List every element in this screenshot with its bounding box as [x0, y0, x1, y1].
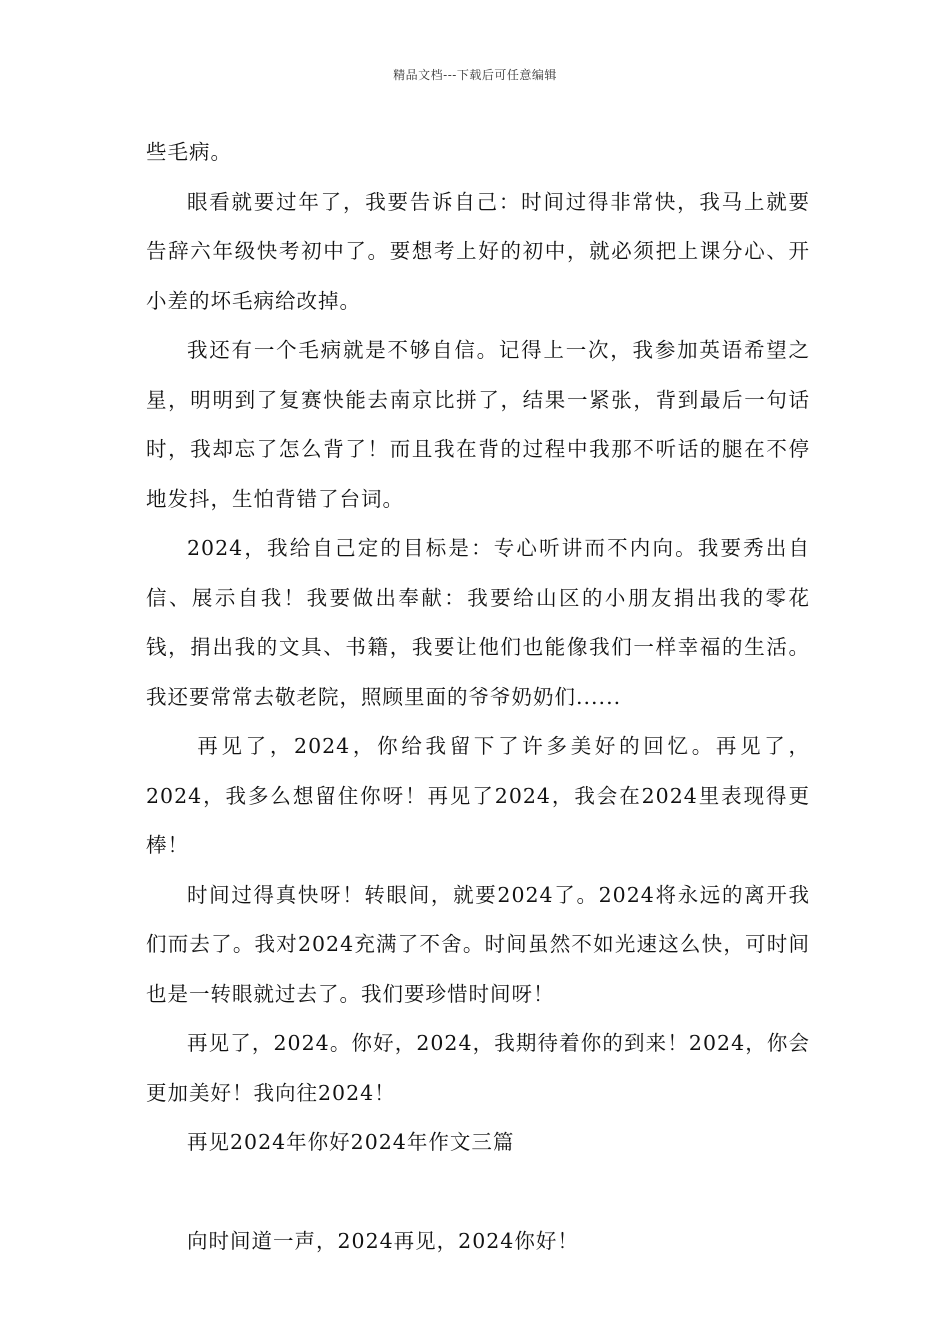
blank-line	[146, 1168, 810, 1218]
article-title: 再见2024年你好2024年作文三篇	[187, 1130, 515, 1154]
paragraph-3: 我还有一个毛病就是不够自信。记得上一次，我参加英语希望之星，明明到了复赛快能去南京比拼了，结果一紧张，背到最后一句话时，我却忘了怎么背了！而且我在背的过程中我那不听话的腿在不停地发抖，生怕背错了台词。	[146, 338, 810, 511]
paragraph-1: 些毛病。	[146, 140, 232, 164]
paragraph-7: 再见了，2024。你好，2024，我期待着你的到来！2024，你会更加美好！我向往2024！	[146, 1031, 810, 1105]
document-body	[146, 128, 810, 1267]
paragraph-8: 向时间道一声，2024再见，2024你好！	[187, 1229, 579, 1253]
paragraph-6: 时间过得真快呀！转眼间，就要2024了。2024将永远的离开我们而去了。我对2024充满了不舍。时间虽然不如光速这么快，可时间也是一转眼就过去了。我们要珍惜时间呀！	[146, 882, 810, 1006]
page-header: 精品文档---下载后可任意编辑	[393, 68, 557, 82]
paragraph-2: 眼看就要过年了，我要告诉自己：时间过得非常快，我马上就要告辞六年级快考初中了。要想考上好的初中，就必须把上课分心、开小差的坏毛病给改掉。	[146, 189, 810, 313]
paragraph-5: 再见了，2024，你给我留下了许多美好的回忆。再见了，2024，我多么想留住你呀！再见了2024，我会在2024里表现得更棒！	[146, 734, 810, 857]
paragraph-4: 2024，我给自己定的目标是：专心听讲而不内向。我要秀出自信、展示自我！我要做出奉献：我要给山区的小朋友捐出我的零花钱，捐出我的文具、书籍，我要让他们也能像我们一样幸福的生活。我还要常常去敬老院，照顾里面的爷爷奶奶们......	[146, 536, 810, 709]
